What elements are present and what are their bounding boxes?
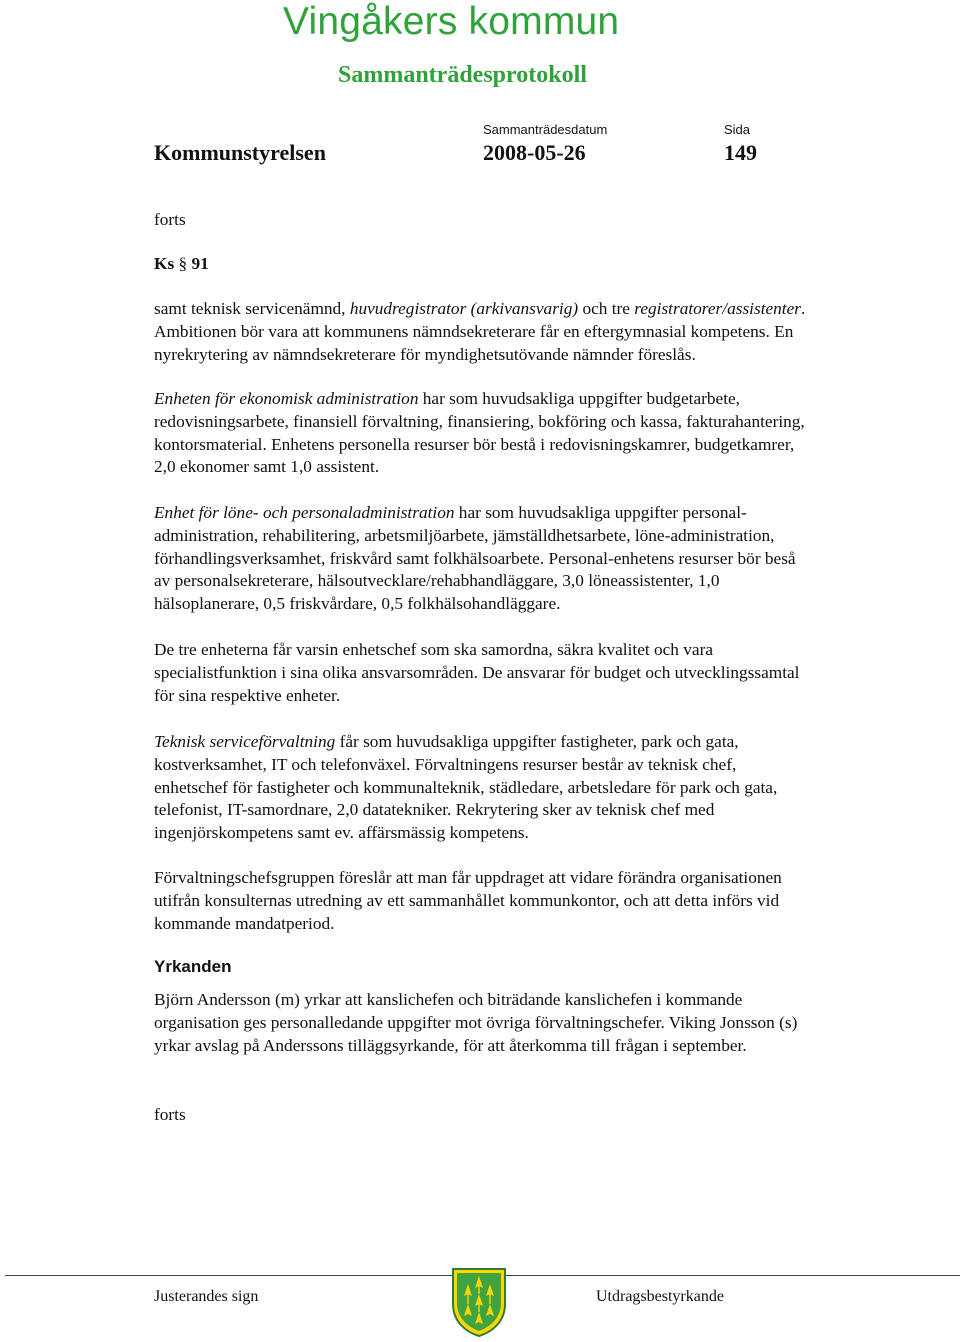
paragraph-technical-service: Teknisk serviceförvaltning får som huvudsakliga uppgifter fastigheter, park och gata, kostverksamhet, IT och telefonväxel. Förvaltningens resurser består av teknisk chef, enhetschef för fastigheter och kommunalteknik, städledare, arbetsledare för park och gata, telefonist, IT-samordnare, 2,0 datatekniker. Rekrytering sker av teknisk chef med ingenjörskompetens samt ev. affärsmässig kompetens. (154, 732, 778, 843)
case-prefix: Ks (154, 254, 175, 273)
meeting-date: 2008-05-26 (483, 140, 586, 165)
paragraph-personnel-administration: Enhet för löne- och personaladministration har som huvudsakliga uppgifter personal-administration, rehabilitering, arbetsmiljöarbete, jämställdhetsarbete, löne-administration, förhandlingsverksamhet, friskvård samt folkhälsoarbete. Personal-enhetens resurser bör beså av personalsekreterare, hälsoutvecklare/rehabhandläggare, 3,0 löneassistenter, 1,0 hälsoplanerare, 0,5 friskvårdare, 0,5 folkhälsohandläggare. (154, 503, 796, 614)
continued-marker-bottom: forts (154, 1105, 186, 1124)
paragraph-1: samt teknisk servicenämnd, huvudregistrator (arkivansvarig) och tre registratorer/assistenter. Ambitionen bör vara att kommunens nämndsekreterare får en eftergymnasial kompetens. En nyrekrytering av nämndsekreterare för myndighetsutövande nämnder föreslås. (154, 299, 806, 364)
organization-title: Vingåkers kommun (283, 0, 620, 43)
document-type-title: Sammanträdesprotokoll (338, 62, 587, 88)
footer-certification-label: Utdragsbestyrkande (596, 1288, 724, 1305)
continued-marker-top: forts (154, 210, 186, 229)
paragraph-unit-managers: De tre enheterna får varsin enhetschef som ska samordna, säkra kvalitet och vara specialistfunktion i sina olika ansvarsområden. De ansvarar för budget och utvecklingssamtal för sina respektive enheter. (154, 640, 800, 705)
committee-name: Kommunstyrelsen (154, 140, 326, 165)
page-number: 149 (724, 140, 757, 165)
paragraph-motions: Björn Andersson (m) yrkar att kanslichefen och biträdande kanslichefen i kommande organisation ges personalledande uppgifter mot övriga förvaltningschefer. Viking Jonsson (s) yrkar avslag på Anderssons tilläggsyrkande, för att återkomma till frågan i september. (154, 990, 798, 1055)
paragraph-symbol: § (178, 254, 188, 273)
page-label: Sida (724, 122, 751, 137)
case-number: 91 (191, 254, 209, 273)
footer-signature-label: Justerandes sign (154, 1288, 259, 1305)
municipal-crest-icon (450, 1266, 508, 1338)
meeting-date-label: Sammanträdesdatum (483, 122, 608, 137)
paragraph-management-group: Förvaltningschefsgruppen föreslår att man får uppdraget att vidare förändra organisationen utifrån konsulternas utredning av ett sammanhållet kommunkontor, och att detta införs vid kommande mandatperiod. (154, 868, 782, 933)
motions-heading: Yrkanden (154, 957, 232, 976)
case-reference (154, 254, 209, 274)
paragraph-economic-administration: Enheten för ekonomisk administration har som huvudsakliga uppgifter budgetarbete, redovisningsarbete, finansiell förvaltning, finansiering, bokföring och kassa, fakturahantering, kontorsmaterial. Enhetens personella resurser bör bestå i redovisningskamrer, budgetkamrer, 2,0 ekonomer samt 1,0 assistent. (154, 389, 805, 477)
